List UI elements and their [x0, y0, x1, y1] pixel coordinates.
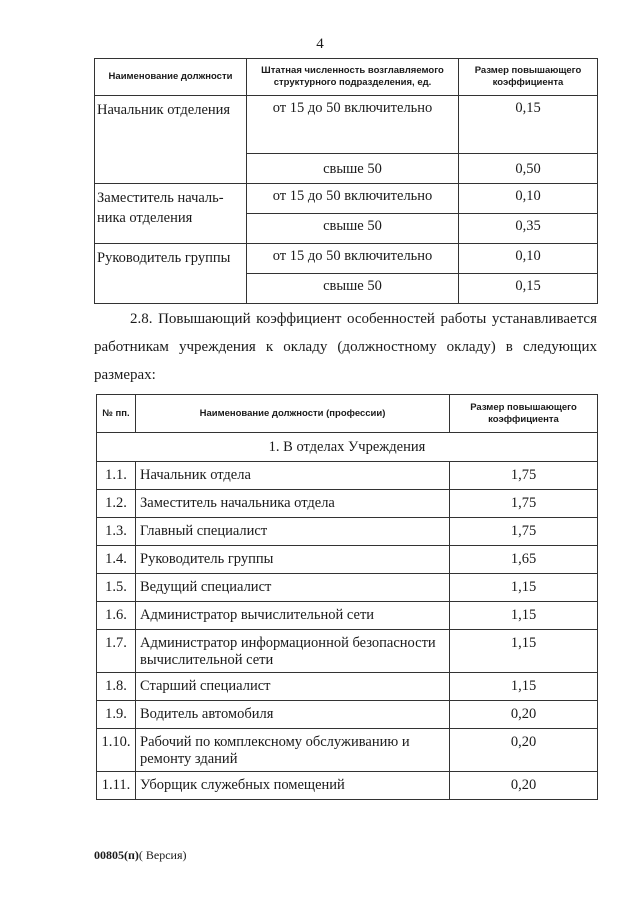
header-position-name: Наименование должности (профессии) — [136, 395, 450, 433]
header-number: № пп. — [97, 395, 136, 433]
row-number-cell: 1.2. — [97, 490, 136, 518]
paragraph-2-8: 2.8. Повышающий коэффициент особенностей работы устанавливается работникам учреждения к окладу (должностному окладу) в следующих размерах: — [94, 311, 597, 383]
row-number-cell: 1.4. — [97, 546, 136, 574]
condition-cell: свыше 50 — [247, 154, 459, 184]
table-row — [97, 701, 598, 729]
document-footer — [94, 848, 187, 863]
work-features-coefficient-table — [96, 394, 598, 800]
position-cell: Руководитель группы — [95, 244, 247, 304]
position-name-cell: Водитель автомобиля — [136, 701, 450, 729]
row-number-cell: 1.1. — [97, 462, 136, 490]
table-row — [97, 462, 598, 490]
coefficient-cell: 1,15 — [450, 602, 598, 630]
position-name-cell: Уборщик служебных помещений — [136, 772, 450, 800]
position-name-cell: Главный специалист — [136, 518, 450, 546]
position-name-cell: Начальник отдела — [136, 462, 450, 490]
footer-code: 00805(п) — [94, 848, 139, 862]
position-name-cell: Администратор информационной безопасности вычислительной сети — [136, 630, 450, 673]
row-number-cell: 1.8. — [97, 673, 136, 701]
coefficient-cell: 0,20 — [450, 729, 598, 772]
table-row — [97, 490, 598, 518]
table-row — [97, 546, 598, 574]
table-row — [97, 729, 598, 772]
position-name-cell: Ведущий специалист — [136, 574, 450, 602]
row-number-cell: 1.7. — [97, 630, 136, 673]
row-number-cell: 1.11. — [97, 772, 136, 800]
footer-version: ( Версия) — [138, 848, 187, 862]
condition-cell: от 15 до 50 включительно — [247, 96, 459, 154]
header-staff-count: Штатная численность возглавляемого структурного подразделения, ед. — [247, 59, 459, 96]
position-name-cell: Рабочий по комплексному обслуживанию и ремонту зданий — [136, 729, 450, 772]
coefficient-cell: 0,10 — [459, 184, 598, 214]
coefficient-cell: 0,20 — [450, 772, 598, 800]
header-position: Наименование должности — [95, 59, 247, 96]
coefficient-cell: 0,15 — [459, 96, 598, 154]
condition-cell: свыше 50 — [247, 214, 459, 244]
table-row — [97, 602, 598, 630]
position-name-cell: Заместитель начальника отдела — [136, 490, 450, 518]
coefficient-cell: 0,35 — [459, 214, 598, 244]
row-number-cell: 1.5. — [97, 574, 136, 602]
table-row — [97, 574, 598, 602]
coefficient-cell: 0,10 — [459, 244, 598, 274]
coefficient-cell: 0,20 — [450, 701, 598, 729]
coefficient-cell: 1,75 — [450, 490, 598, 518]
position-cell: Заместитель началь-ника отделения — [95, 184, 247, 244]
table-row — [97, 772, 598, 800]
position-name-cell: Администратор вычислительной сети — [136, 602, 450, 630]
coefficient-cell: 1,15 — [450, 630, 598, 673]
header-coefficient: Размер повышающего коэффициента — [450, 395, 598, 433]
coefficient-cell: 1,65 — [450, 546, 598, 574]
coefficient-cell: 1,75 — [450, 462, 598, 490]
position-name-cell: Руководитель группы — [136, 546, 450, 574]
coefficient-cell: 1,15 — [450, 574, 598, 602]
table-header-row — [97, 395, 598, 433]
position-name-cell: Старший специалист — [136, 673, 450, 701]
table-row — [95, 96, 598, 154]
condition-cell: свыше 50 — [247, 274, 459, 304]
table-row — [95, 244, 598, 274]
section-row — [97, 433, 598, 462]
table-row — [97, 518, 598, 546]
page-number: 4 — [316, 36, 324, 52]
table-row — [97, 630, 598, 673]
coefficient-cell: 1,15 — [450, 673, 598, 701]
row-number-cell: 1.3. — [97, 518, 136, 546]
coefficient-cell: 0,15 — [459, 274, 598, 304]
table-row — [97, 673, 598, 701]
row-number-cell: 1.6. — [97, 602, 136, 630]
header-coefficient: Размер повышающего коэффициента — [459, 59, 598, 96]
coefficient-cell: 1,75 — [450, 518, 598, 546]
condition-cell: от 15 до 50 включительно — [247, 244, 459, 274]
row-number-cell: 1.9. — [97, 701, 136, 729]
table-row — [95, 184, 598, 214]
position-cell: Начальник отделения — [95, 96, 247, 184]
condition-cell: от 15 до 50 включительно — [247, 184, 459, 214]
position-coefficient-table — [94, 58, 598, 304]
section-title: 1. В отделах Учреждения — [97, 433, 598, 462]
table-header-row — [95, 59, 598, 96]
row-number-cell: 1.10. — [97, 729, 136, 772]
coefficient-cell: 0,50 — [459, 154, 598, 184]
